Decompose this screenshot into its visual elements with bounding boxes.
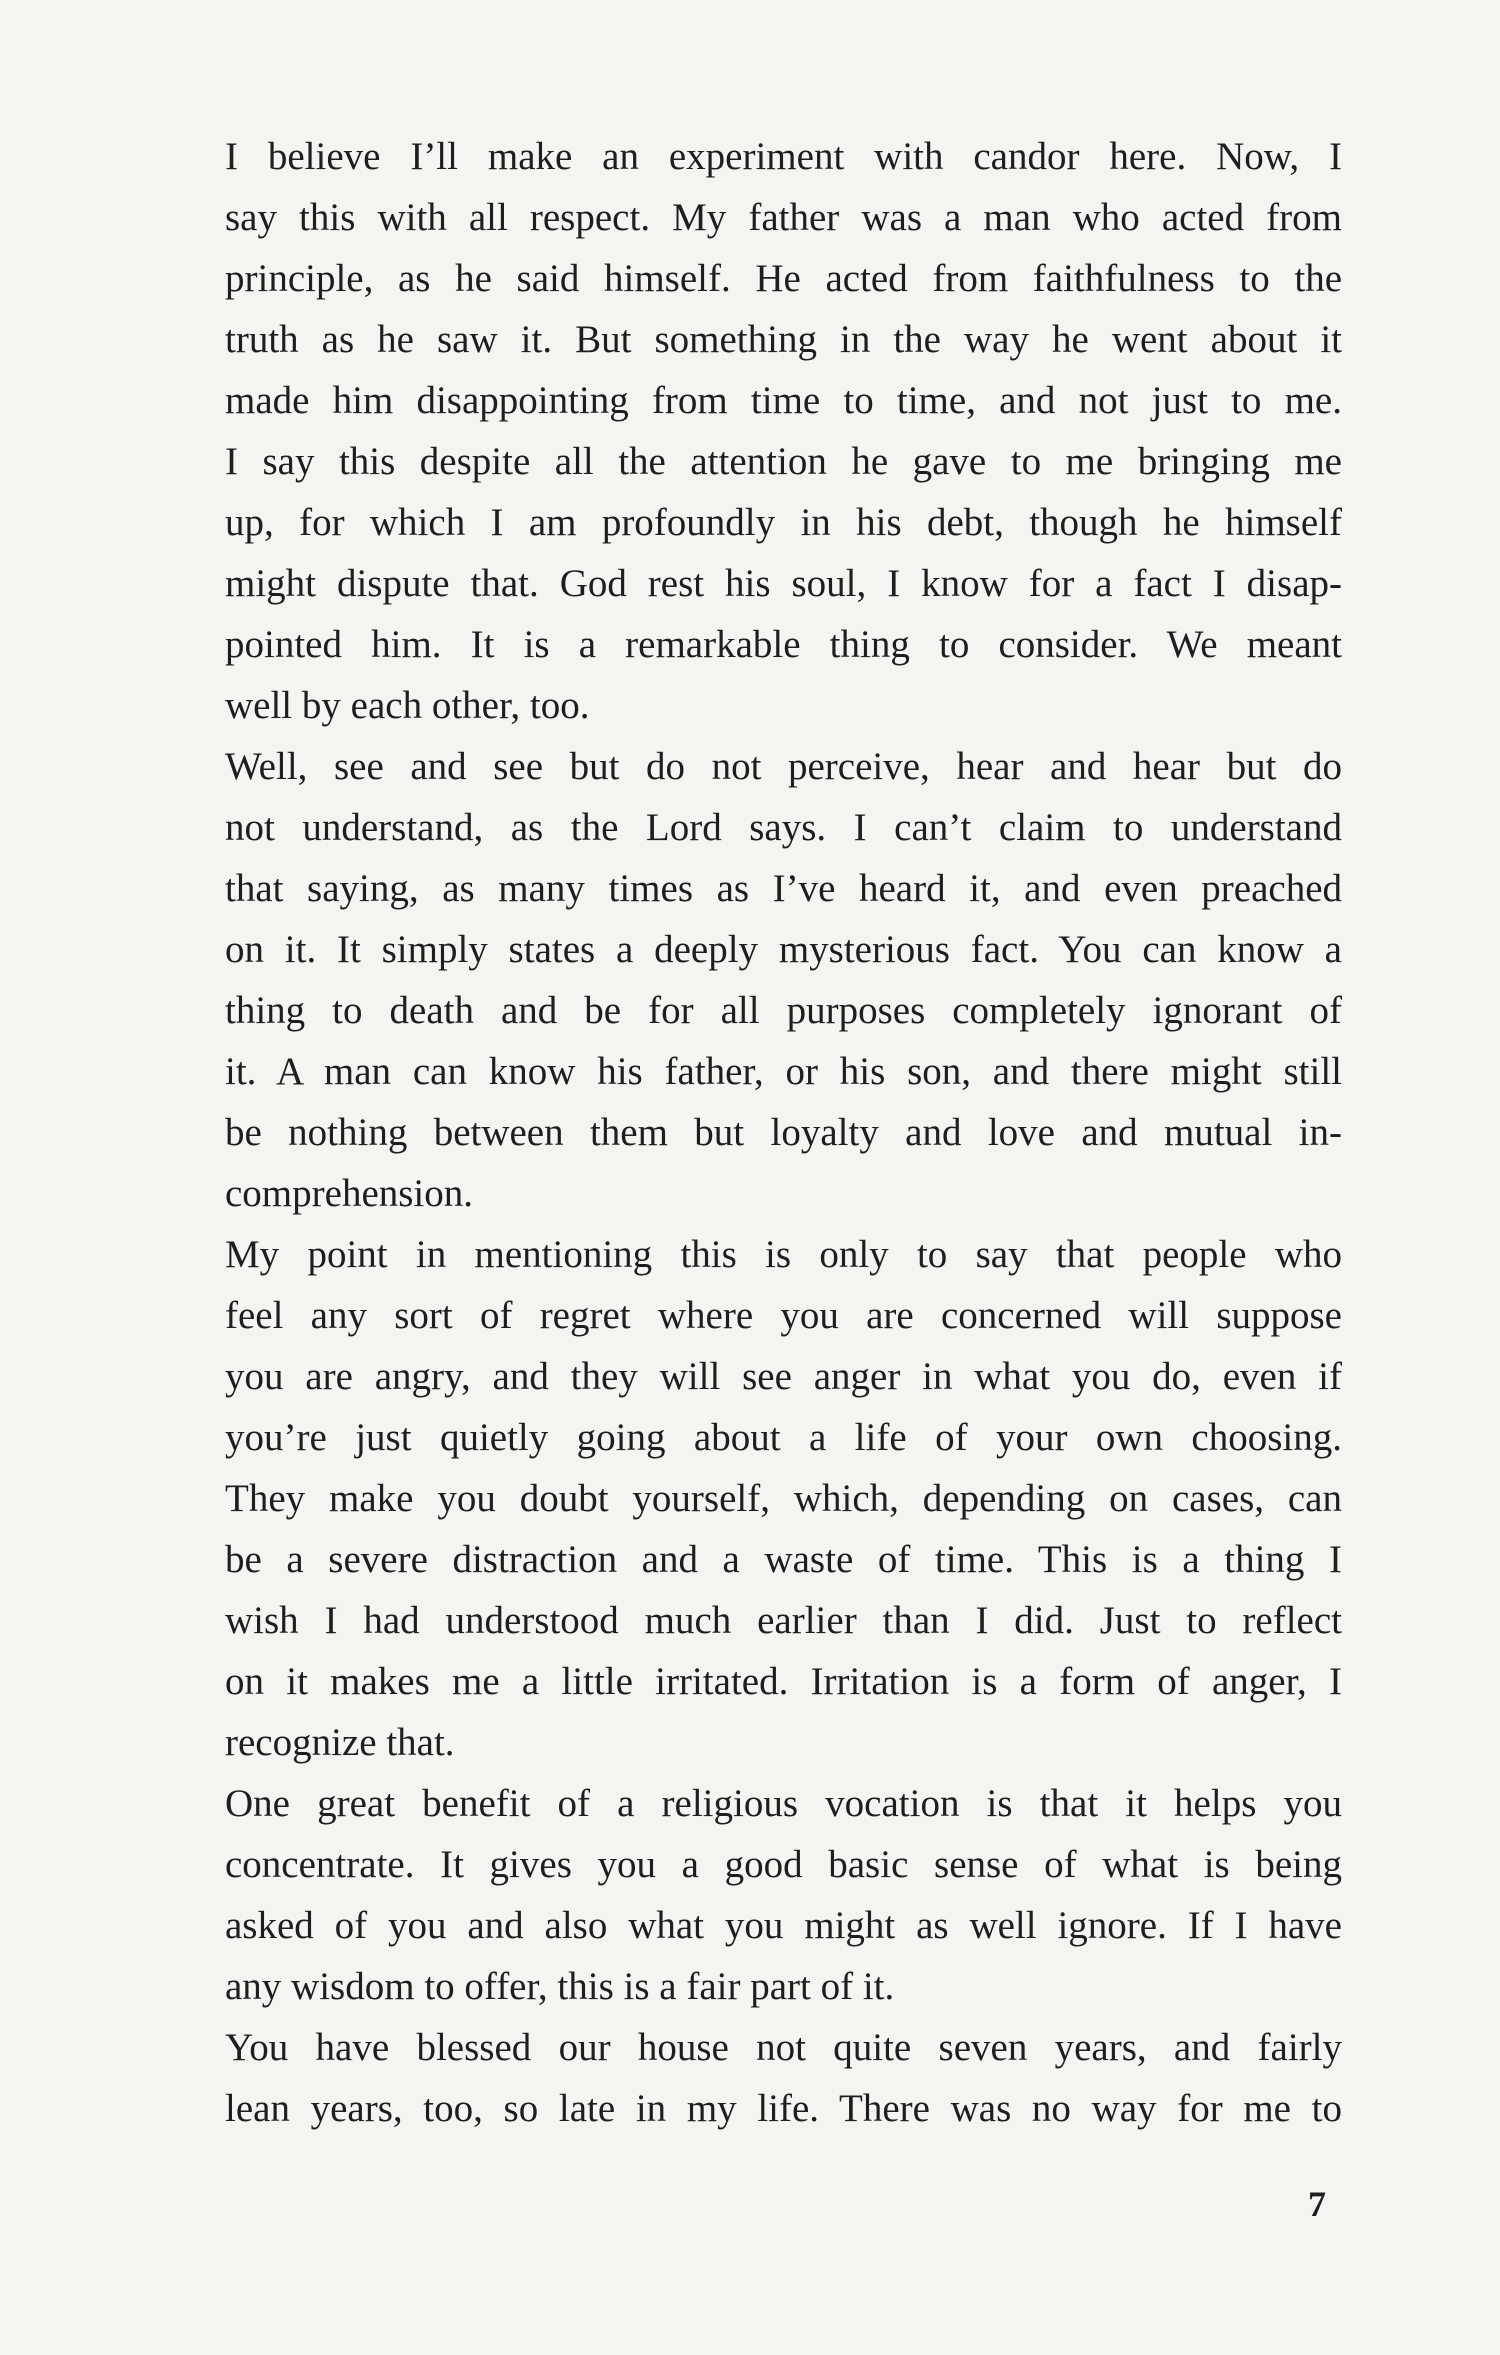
text-line: wish I had understood much earlier than I did. Just to reflect (225, 1599, 1342, 1642)
text-line: up, for which I am profoundly in his debt, though he himself (225, 501, 1342, 544)
paragraph-4 (168, 1773, 1342, 2017)
text-line: not understand, as the Lord says. I can’t claim to understand (225, 806, 1342, 849)
paragraph-3 (168, 1224, 1342, 1773)
paragraph-5 (168, 2017, 1342, 2139)
text-line: feel any sort of regret where you are concerned will suppose (225, 1294, 1342, 1337)
text-line: lean years, too, so late in my life. There was no way for me to (225, 2087, 1342, 2130)
text-line: pointed him. It is a remarkable thing to consider. We meant (225, 623, 1342, 666)
text-line: say this with all respect. My father was a man who acted from (225, 196, 1342, 239)
text-line: Well, see and see but do not perceive, hear and hear but do (225, 745, 1342, 788)
body-text (168, 126, 1342, 2139)
text-line: on it makes me a little irritated. Irritation is a form of anger, I (225, 1660, 1342, 1703)
text-line: be a severe distraction and a waste of time. This is a thing I (225, 1538, 1342, 1581)
text-line: you’re just quietly going about a life of your own choosing. (225, 1416, 1342, 1459)
text-line: recognize that. (225, 1721, 455, 1764)
text-line: any wisdom to offer, this is a fair part of it. (225, 1965, 895, 2008)
paragraph-1 (168, 126, 1342, 736)
text-line: be nothing between them but loyalty and love and mutual in- (225, 1111, 1342, 1154)
text-line: made him disappointing from time to time, and not just to me. (225, 379, 1342, 422)
page-number: 7 (1308, 2184, 1326, 2224)
text-line: asked of you and also what you might as well ignore. If I have (225, 1904, 1342, 1947)
text-line: You have blessed our house not quite seven years, and fairly (225, 2026, 1342, 2069)
text-line: that saying, as many times as I’ve heard it, and even preached (225, 867, 1342, 910)
text-line: I believe I’ll make an experiment with candor here. Now, I (225, 135, 1342, 178)
text-line: truth as he saw it. But something in the way he went about it (225, 318, 1342, 361)
text-line: comprehension. (225, 1172, 474, 1215)
text-line: principle, as he said himself. He acted from faithfulness to the (225, 257, 1342, 300)
text-line: concentrate. It gives you a good basic sense of what is being (225, 1843, 1342, 1886)
text-line: I say this despite all the attention he gave to me bringing me (225, 440, 1342, 483)
text-line: might dispute that. God rest his soul, I know for a fact I disap- (225, 562, 1342, 605)
text-line: thing to death and be for all purposes completely ignorant of (225, 989, 1342, 1032)
text-line: My point in mentioning this is only to say that people who (225, 1233, 1342, 1276)
text-line: One great benefit of a religious vocation is that it helps you (225, 1782, 1342, 1825)
text-line: you are angry, and they will see anger in what you do, even if (225, 1355, 1342, 1398)
text-line: They make you doubt yourself, which, depending on cases, can (225, 1477, 1342, 1520)
text-line: it. A man can know his father, or his son, and there might still (225, 1050, 1342, 1093)
text-line: on it. It simply states a deeply mysterious fact. You can know a (225, 928, 1342, 971)
text-line: well by each other, too. (225, 684, 590, 727)
paragraph-2 (168, 736, 1342, 1224)
